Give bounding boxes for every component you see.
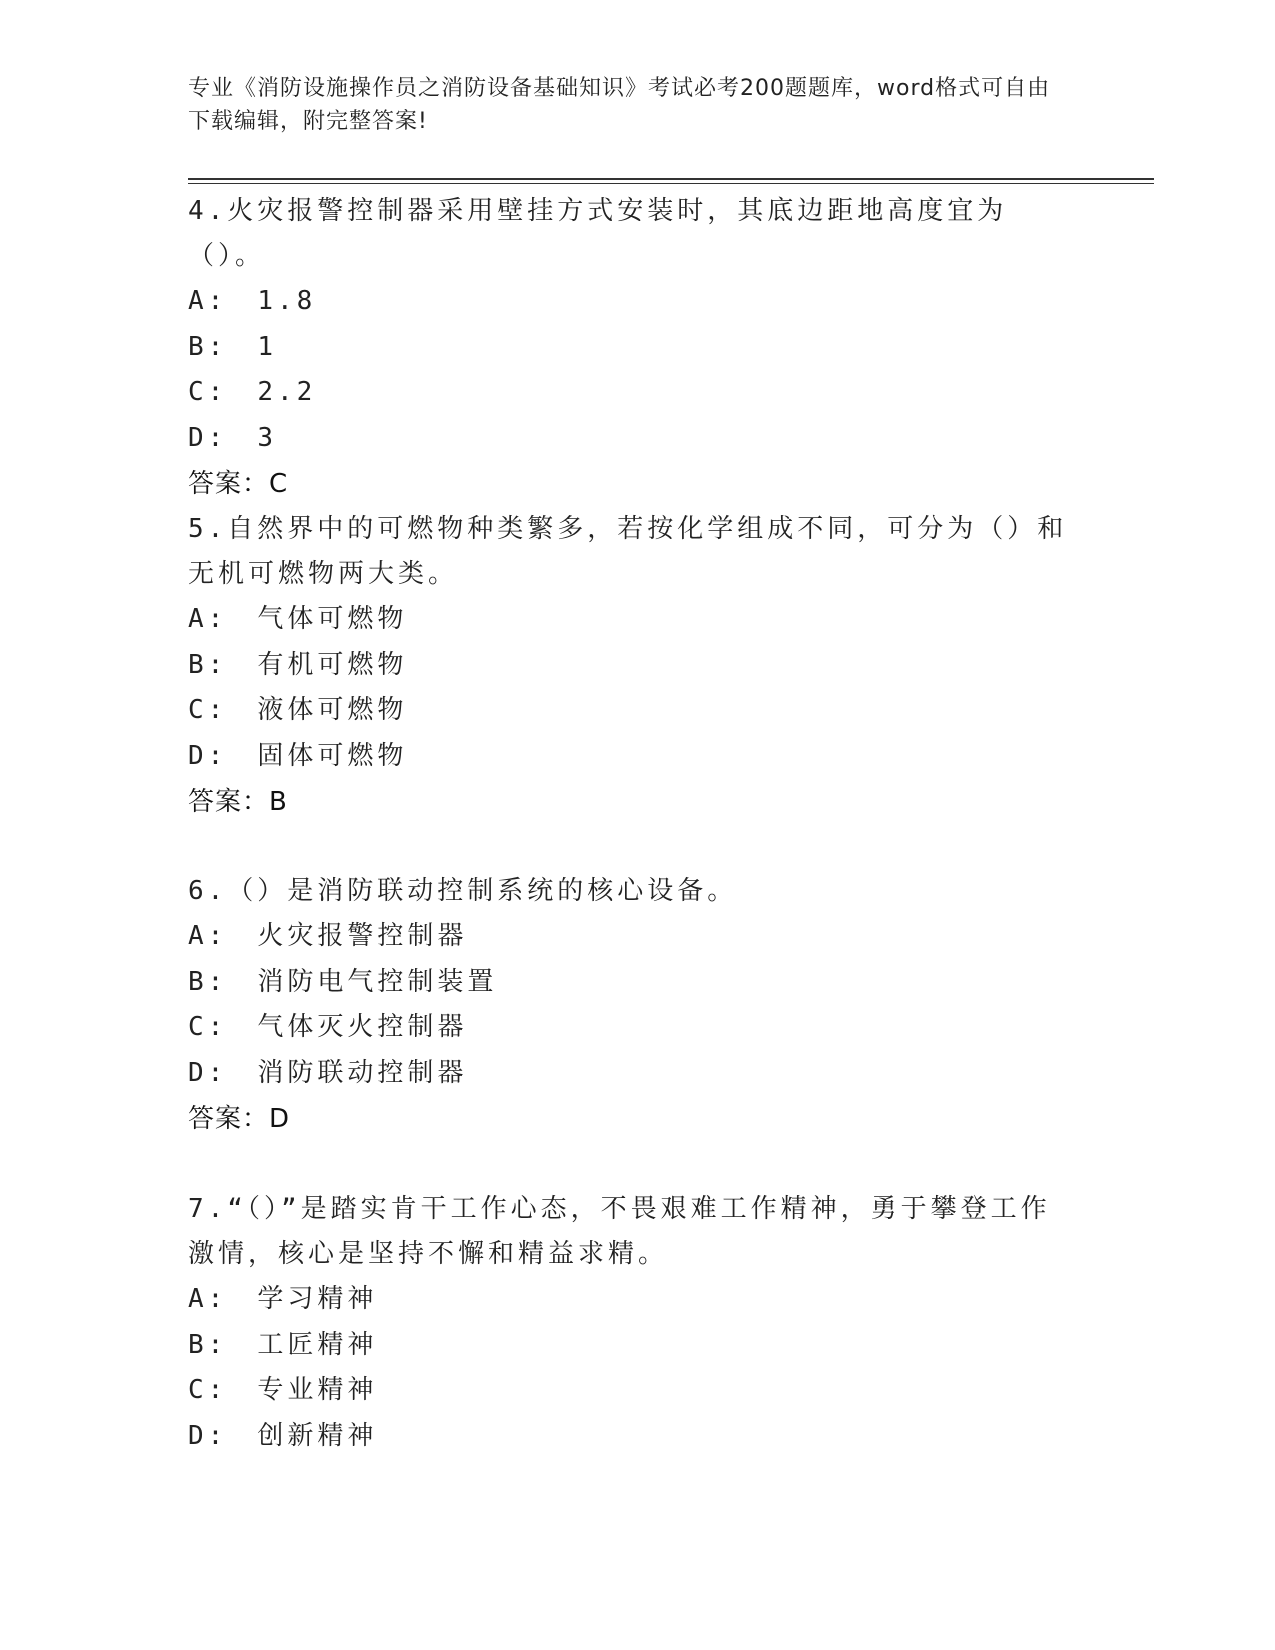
option-b (188, 643, 1068, 689)
option-b (188, 325, 1068, 371)
option-letter: C: (188, 1012, 228, 1042)
option-text: 创新精神 (257, 1420, 378, 1451)
option-b (188, 1323, 1068, 1369)
question-text: 4.火灾报警控制器采用壁挂方式安装时，其底边距地高度宜为（）。 (188, 196, 1008, 271)
option-a (188, 1277, 1068, 1323)
option-text: 专业精神 (257, 1375, 378, 1405)
option-text: 消防联动控制器 (257, 1057, 468, 1088)
document-header: 专业《消防设施操作员之消防设备基础知识》考试必考200题题库，word格式可自由下载编辑，附完整答案! (188, 76, 1051, 134)
answer-line: 答案：C (188, 469, 289, 499)
option-text: 2.2 (257, 377, 317, 407)
option-letter: B: (188, 649, 228, 680)
question-text: 6.（）是消防联动控制系统的核心设备。 (188, 876, 738, 906)
option-letter: D: (188, 422, 228, 453)
option-text: 液体可燃物 (257, 695, 408, 725)
option-text: 1.8 (257, 286, 317, 316)
option-a (188, 914, 1068, 960)
header-divider-thin (188, 183, 1154, 184)
answer-line: 答案：B (188, 787, 288, 817)
option-c (188, 688, 1068, 734)
option-text: 3 (257, 422, 277, 453)
question-text: 5.自然界中的可燃物种类繁多，若按化学组成不同，可分为（）和无机可燃物两大类。 (188, 514, 1068, 589)
option-text: 气体灭火控制器 (257, 1012, 468, 1042)
option-letter: A: (188, 921, 228, 951)
header-divider (188, 178, 1154, 180)
option-letter: A: (188, 1284, 228, 1314)
option-letter: B: (188, 1329, 228, 1360)
option-text: 学习精神 (257, 1284, 378, 1314)
option-text: 有机可燃物 (257, 649, 408, 680)
option-c (188, 370, 1068, 416)
option-letter: B: (188, 331, 228, 362)
option-a (188, 279, 1068, 325)
option-letter: C: (188, 377, 228, 407)
answer-line: 答案：D (188, 1104, 291, 1134)
option-d (188, 1051, 1068, 1097)
option-letter: A: (188, 286, 228, 316)
option-text: 固体可燃物 (257, 740, 408, 771)
option-letter: B: (188, 966, 228, 997)
option-c (188, 1368, 1068, 1414)
option-b (188, 960, 1068, 1006)
option-text: 1 (257, 331, 277, 362)
question-block (188, 1187, 1068, 1459)
option-letter: A: (188, 604, 228, 634)
option-letter: D: (188, 740, 228, 771)
question-block (188, 189, 1068, 507)
option-letter: D: (188, 1420, 228, 1451)
option-a (188, 597, 1068, 643)
option-d (188, 1414, 1068, 1460)
option-letter: C: (188, 695, 228, 725)
option-text: 消防电气控制装置 (257, 966, 498, 997)
question-block (188, 869, 1068, 1142)
option-letter: D: (188, 1057, 228, 1088)
option-text: 工匠精神 (257, 1329, 378, 1360)
question-text: 7.“（）”是踏实肯干工作心态，不畏艰难工作精神，勇于攀登工作激情，核心是坚持不懈和精益求精。 (188, 1194, 1051, 1269)
question-block (188, 507, 1068, 825)
option-text: 火灾报警控制器 (257, 921, 468, 951)
option-d (188, 734, 1068, 780)
option-letter: C: (188, 1375, 228, 1405)
option-text: 气体可燃物 (257, 604, 408, 634)
option-d (188, 416, 1068, 462)
option-c (188, 1005, 1068, 1051)
